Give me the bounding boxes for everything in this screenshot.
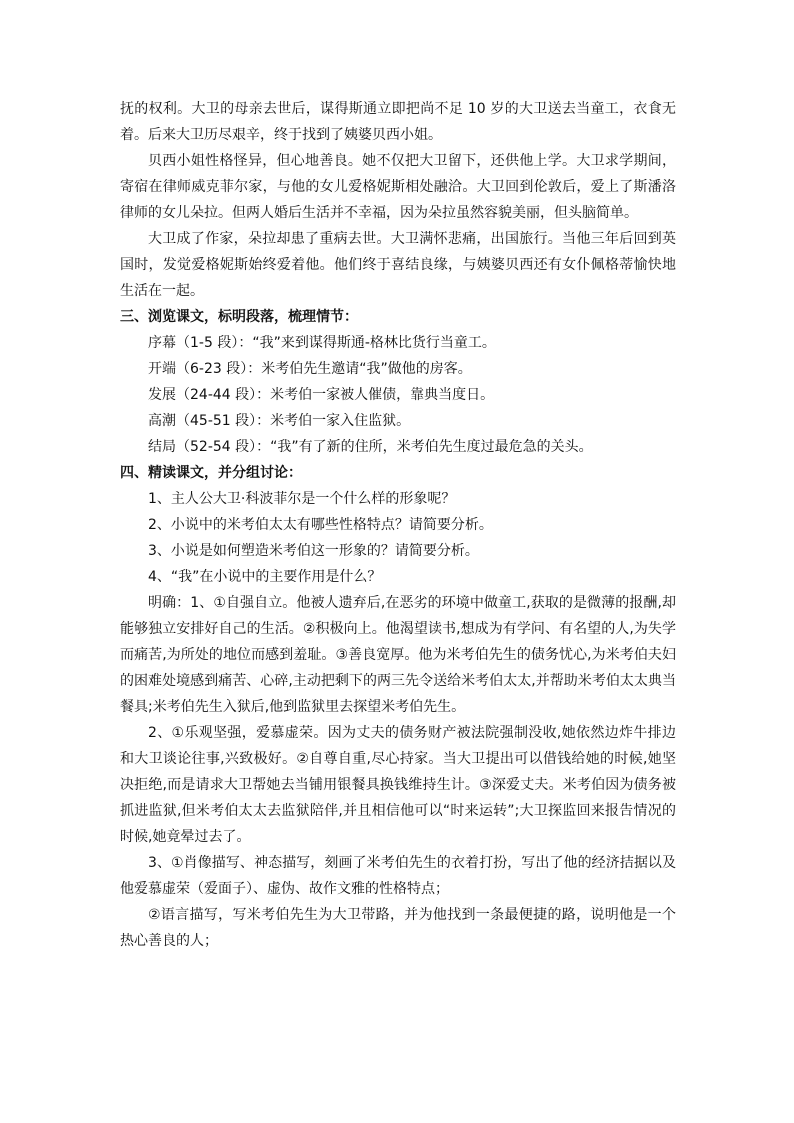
section3-heading: 三、浏览课文，标明段落，梳理情节： (120, 309, 358, 325)
outline-item-ending: 结局（52-54 段）：“我”有了新的住所，米考伯先生度过最危急的关头。 (148, 439, 593, 455)
document-page (120, 96, 676, 954)
question-2: 2、小说中的米考伯太太有哪些性格特点？请简要分析。 (148, 517, 493, 533)
intro-paragraph-3: 大卫成了作家，朵拉却患了重病去世。大卫满怀悲痛，出国旅行。当他三年后回到英国时，发觉爱格妮斯始终爱着他。他们终于喜结良缘，与姨婆贝西还有女仆佩格蒂愉快地生活在一起。 (120, 231, 676, 299)
question-4: 4、“我”在小说中的主要作用是什么？ (148, 569, 382, 585)
intro-paragraph-2: 贝西小姐性格怪异，但心地善良。她不仅把大卫留下，还供他上学。大卫求学期间，寄宿在律师威克菲尔家，与他的女儿爱格妮斯相处融洽。大卫回到伦敦后，爱上了斯潘洛律师的女儿朵拉。但两人婚后生活并不幸福，因为朵拉虽然容貌美丽，但头脑简单。 (120, 153, 676, 221)
outline-item-development: 发展（24-44 段）：米考伯一家被人催债，靠典当度日。 (148, 387, 495, 403)
answer-1: 明确：1、①自强自立。他被人遗弃后,在恶劣的环境中做童工,获取的是微薄的报酬,却能够独立安排好自己的生活。②积极向上。他渴望读书,想成为有学问、有名望的人,为失学而痛苦,为所处的地位而感到羞耻。③善良宽厚。他为米考伯先生的债务忧心,为米考伯夫妇的困难处境感到痛苦、心碎,主动把剩下的两三先令送给米考伯太太,并帮助米考伯太太典当餐具;米考伯先生入狱后,他到监狱里去探望米考伯先生。 (120, 595, 676, 715)
outline-item-beginning: 开端（6-23 段）：米考伯先生邀请“我”做他的房客。 (148, 361, 472, 377)
outline-item-climax: 高潮（45-51 段）：米考伯一家入住监狱。 (148, 413, 411, 429)
intro-paragraph-1: 抚的权利。大卫的母亲去世后，谋得斯通立即把尚不足 10 岁的大卫送去当童工，衣食无着。后来大卫历尽艰辛，终于找到了姨婆贝西小姐。 (120, 101, 676, 143)
outline-item-prologue: 序幕（1-5 段）：“我”来到谋得斯通-格林比货行当童工。 (148, 335, 496, 351)
question-1: 1、主人公大卫·科波菲尔是一个什么样的形象呢？ (148, 491, 456, 507)
answer-3-part-1: 3、①肖像描写、神态描写，刻画了米考伯先生的衣着打扮，写出了他的经济拮据以及他爱慕虚荣（爱面子）、虚伪、故作文雅的性格特点； (120, 855, 676, 897)
question-3: 3、小说是如何塑造米考伯这一形象的？请简要分析。 (148, 543, 479, 559)
answer-3-part-2: ②语言描写，写米考伯先生为大卫带路，并为他找到一条最便捷的路，说明他是一个热心善良的人； (120, 907, 676, 949)
answer-2: 2、①乐观坚强，爱慕虚荣。因为丈夫的债务财产被法院强制没收,她依然边炸牛排边和大卫谈论往事,兴致极好。②自尊自重,尽心持家。当大卫提出可以借钱给她的时候,她坚决拒绝,而是请求大卫帮她去当铺用银餐具换钱维持生计。③深爱丈夫。米考伯因为债务被抓进监狱,但米考伯太太去监狱陪伴,并且相信他可以“时来运转”;大卫探监回来报告情况的时候,她竟晕过去了。 (120, 725, 676, 845)
section4-heading: 四、精读课文，并分组讨论： (120, 465, 302, 481)
